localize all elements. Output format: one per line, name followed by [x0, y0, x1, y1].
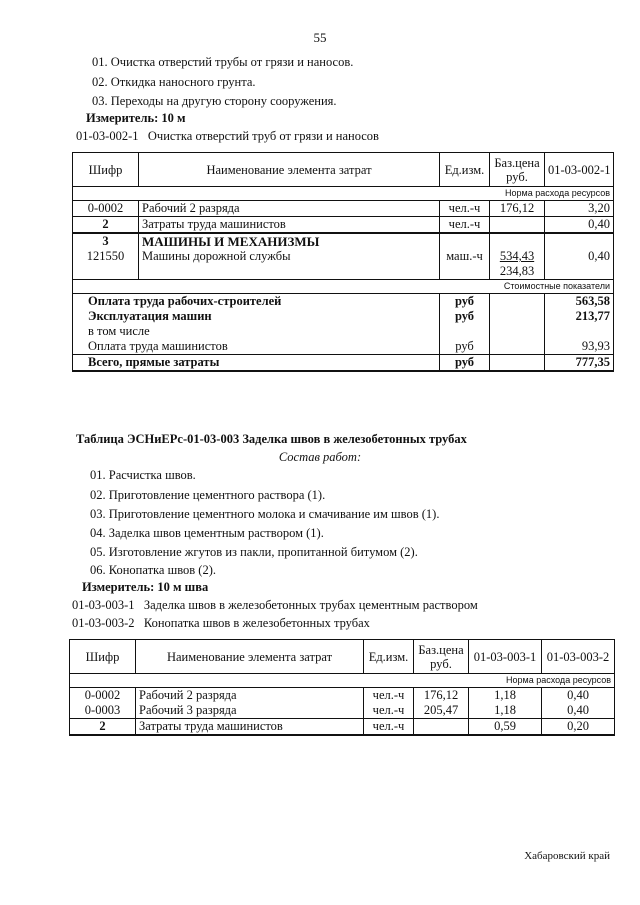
- works-title: Состав работ:: [278, 450, 362, 464]
- cell-unit: руб: [440, 309, 490, 339]
- cell-value-2: 0,40: [542, 703, 615, 719]
- measure-unit: Измеритель: 10 м: [86, 111, 186, 125]
- header-rate-2: 01-03-003-2: [542, 640, 615, 674]
- rate-code: 01-03-003-2: [72, 616, 135, 630]
- cell-code: 0-0002: [70, 688, 136, 704]
- measure-unit: Измеритель: 10 м шва: [82, 580, 209, 594]
- cell-price: 176,12: [490, 201, 545, 217]
- header-code: Шифр: [73, 153, 139, 187]
- price-line-2: 234,83: [499, 264, 535, 278]
- header-rate: 01-03-002-1: [545, 153, 614, 187]
- cell-price: 205,47: [414, 703, 469, 719]
- cell-name: Рабочий 2 разряда: [136, 688, 364, 704]
- norm-row: [73, 187, 614, 201]
- cell-value-1: 1,18: [469, 688, 542, 704]
- cell-code: 0-0002: [73, 201, 139, 217]
- cell-price: [490, 294, 545, 310]
- table-row: [73, 355, 614, 372]
- table-header: [70, 640, 615, 674]
- cell-value: [545, 233, 614, 249]
- table-row: [70, 688, 615, 704]
- table-header: [73, 153, 614, 187]
- table-row: [73, 233, 614, 249]
- cell-name: Затраты труда машинистов: [136, 719, 364, 736]
- cell-code: 2: [70, 719, 136, 736]
- cell-value-2: 0,20: [542, 719, 615, 736]
- cell-price: [490, 217, 545, 234]
- cell-price: [414, 719, 469, 736]
- resource-table-2: [69, 639, 615, 736]
- cost-label: Стоимостные показатели: [73, 280, 614, 294]
- table-row: [73, 217, 614, 234]
- cost-name: Эксплуатация машин: [88, 309, 212, 323]
- cell-unit: чел.-ч: [364, 719, 414, 736]
- work-item: 01. Расчистка швов.: [90, 468, 196, 482]
- rate-code: 01-03-002-1: [76, 129, 139, 143]
- rate-code-line: [72, 598, 478, 613]
- work-item: 04. Заделка швов цементным раствором (1).: [90, 526, 324, 540]
- work-item: 02. Приготовление цементного раствора (1).: [90, 488, 326, 502]
- region-footer: Хабаровский край: [524, 850, 610, 862]
- table-row: [73, 339, 614, 355]
- cell-name: Оплата труда машинистов: [73, 339, 440, 355]
- rate-name: Очистка отверстий труб от грязи и наносов: [147, 129, 379, 143]
- rate-name: Конопатка швов в железобетонных трубах: [143, 616, 370, 630]
- cell-value: 213,77: [545, 309, 614, 339]
- cost-subnote: в том числе: [88, 324, 150, 338]
- table-row: [70, 719, 615, 736]
- cell-unit: руб: [440, 355, 490, 372]
- header-name: Наименование элемента затрат: [139, 153, 440, 187]
- table-row: [73, 294, 614, 310]
- cell-price: [490, 249, 545, 280]
- cell-unit: чел.-ч: [440, 217, 490, 234]
- cell-value: 563,58: [545, 294, 614, 310]
- cell-code: 0-0003: [70, 703, 136, 719]
- cell-unit: руб: [440, 294, 490, 310]
- work-item: 06. Конопатка швов (2).: [90, 563, 217, 577]
- cell-unit: руб: [440, 339, 490, 355]
- work-item: 03. Переходы на другую сторону сооружения.: [92, 94, 337, 108]
- page-number: 55: [313, 30, 327, 45]
- cell-price: [490, 309, 545, 339]
- cell-unit: чел.-ч: [364, 703, 414, 719]
- header-rate-1: 01-03-003-1: [469, 640, 542, 674]
- cost-row: [73, 280, 614, 294]
- header-code: Шифр: [70, 640, 136, 674]
- cell-code: 2: [73, 217, 139, 234]
- header-price: Баз.цена руб.: [490, 153, 545, 187]
- norm-row: [70, 674, 615, 688]
- cell-value: 0,40: [545, 217, 614, 234]
- header-name: Наименование элемента затрат: [136, 640, 364, 674]
- rate-code: 01-03-003-1: [72, 598, 135, 612]
- norm-label: Норма расхода ресурсов: [70, 674, 615, 688]
- work-item: 02. Откидка наносного грунта.: [92, 75, 256, 89]
- cell-name: Затраты труда машинистов: [139, 217, 440, 234]
- cell-unit: [440, 233, 490, 249]
- table-title: Таблица ЭСНиЕРс-01-03-003 Заделка швов в железобетонных трубах: [76, 432, 467, 446]
- header-unit: Ед.изм.: [440, 153, 490, 187]
- resource-table-1: [72, 152, 614, 372]
- cell-value: 0,40: [545, 249, 614, 280]
- cell-section-name: МАШИНЫ И МЕХАНИЗМЫ: [139, 233, 440, 249]
- rate-code-line: [72, 616, 370, 631]
- rate-code-line: [76, 129, 379, 144]
- rate-name: Заделка швов в железобетонных трубах цементным раствором: [143, 598, 478, 612]
- table-row: [70, 703, 615, 719]
- price-line-1: 534,43: [499, 249, 535, 263]
- cell-value: 777,35: [545, 355, 614, 372]
- header-price: Баз.цена руб.: [414, 640, 469, 674]
- norm-label: Норма расхода ресурсов: [73, 187, 614, 201]
- cell-value-2: 0,40: [542, 688, 615, 704]
- table-row: [73, 201, 614, 217]
- cell-price: [490, 339, 545, 355]
- cell-price: [490, 233, 545, 249]
- cell-code: 3: [73, 233, 139, 249]
- cell-value-1: 1,18: [469, 703, 542, 719]
- cell-name: Рабочий 2 разряда: [139, 201, 440, 217]
- cell-value-1: 0,59: [469, 719, 542, 736]
- cell-code: 121550: [73, 249, 139, 280]
- cell-name: Оплата труда рабочих-строителей: [73, 294, 440, 310]
- cell-name: [73, 309, 440, 339]
- cell-name: Машины дорожной службы: [139, 249, 440, 280]
- cell-price: [490, 355, 545, 372]
- table-row: [73, 249, 614, 280]
- cell-unit: чел.-ч: [364, 688, 414, 704]
- cell-value: 93,93: [545, 339, 614, 355]
- table-row: [73, 309, 614, 339]
- cell-unit: маш.-ч: [440, 249, 490, 280]
- work-item: 05. Изготовление жгутов из пакли, пропитанной битумом (2).: [90, 545, 418, 559]
- cell-unit: чел.-ч: [440, 201, 490, 217]
- header-unit: Ед.изм.: [364, 640, 414, 674]
- work-item: 03. Приготовление цементного молока и смачивание им швов (1).: [90, 507, 440, 521]
- cell-name: Всего, прямые затраты: [73, 355, 440, 372]
- work-item: 01. Очистка отверстий трубы от грязи и наносов.: [92, 55, 354, 69]
- cell-price: 176,12: [414, 688, 469, 704]
- cell-value: 3,20: [545, 201, 614, 217]
- cell-name: Рабочий 3 разряда: [136, 703, 364, 719]
